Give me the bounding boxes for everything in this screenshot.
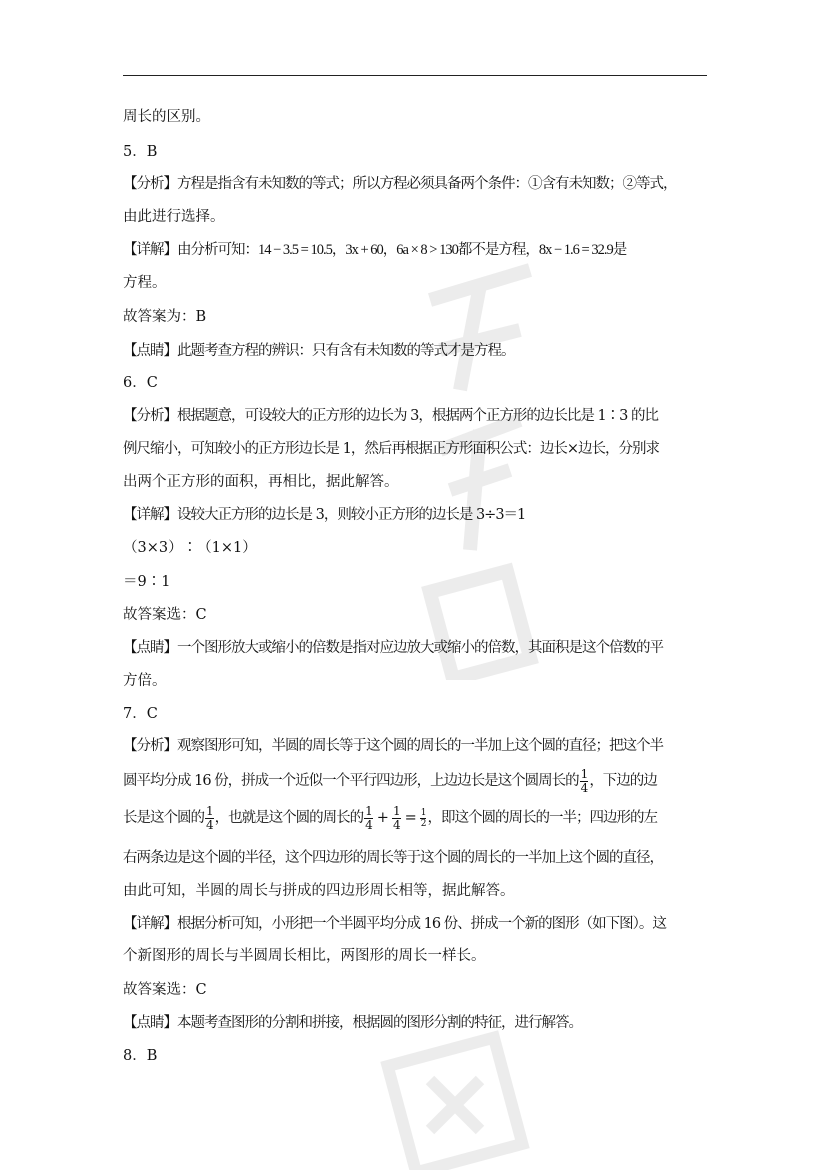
fraction — [392, 805, 401, 832]
inequality: 6a × 8 > 130 — [396, 242, 458, 258]
answer-number: 7．C — [123, 706, 158, 722]
denominator: 4 — [580, 780, 588, 795]
fraction — [420, 808, 427, 829]
text-segment: 都不是方程， — [457, 242, 539, 258]
analysis-line: 【分析】方程是指含有未知数的等式；所以方程必须具备两个条件：①含有未知数；②等式， — [123, 176, 677, 192]
answer-number: 8．B — [123, 1048, 158, 1064]
text-line: 方程。 — [123, 275, 167, 291]
text-segment: ，下边的边 — [589, 773, 657, 789]
text-line: 由此进行选择。 — [123, 209, 225, 225]
text-segment: 圆平均分成 16 份，拼成一个近似一个平行四边形，上边边长是这个圆周长的 — [123, 773, 579, 789]
answer-line: 故答案选：C — [123, 607, 207, 623]
header-rule — [123, 75, 707, 76]
text-segment: 长是这个圆的 — [123, 810, 204, 826]
text-segment: ，也就是这个圆的周长的 — [214, 810, 364, 826]
detail-line: 【详解】设较大正方形的边长是 3，则较小正方形的边长是 3÷3＝1 — [123, 507, 526, 523]
numerator: 1 — [392, 803, 400, 818]
expression: 3x + 60 — [345, 242, 383, 258]
numerator: 1 — [420, 807, 426, 818]
text-line — [123, 803, 657, 833]
answer-line: 故答案为：B — [123, 309, 207, 325]
analysis-line: 【分析】观察图形可知，半圆的周长等于这个圆的周长的一半加上这个圆的直径；把这个半 — [123, 738, 663, 754]
text-line: 出两个正方形的面积，再相比，据此解答。 — [123, 474, 399, 490]
fraction — [580, 768, 589, 795]
numerator: 1 — [206, 803, 213, 818]
plus-sign: + — [376, 810, 388, 826]
equals-sign: = — [404, 810, 416, 826]
comment-line: 【点睛】本题考查图形的分割和拼接，根据圆的图形分割的特征，进行解答。 — [123, 1015, 582, 1031]
math-line: （3×3）∶（1×1） — [123, 540, 257, 556]
numerator: 1 — [580, 766, 588, 781]
denominator: 4 — [392, 817, 400, 832]
comment-line: 【点睛】此题考查方程的辨识：只有含有未知数的等式才是方程。 — [123, 343, 515, 359]
equation: 8x − 1.6 = 32.9 — [538, 242, 613, 258]
denominator: 4 — [365, 817, 372, 832]
watermark-icon — [420, 260, 540, 680]
detail-line — [123, 240, 626, 260]
math-line: ＝9∶1 — [123, 574, 171, 590]
text-segment: 【详解】由分析可知： — [123, 242, 258, 258]
answer-number: 6．C — [123, 375, 158, 391]
denominator: 2 — [420, 818, 426, 829]
text-line — [123, 766, 657, 796]
watermark-icon — [380, 1030, 530, 1170]
text-line: 右两条边是这个圆的半径，这个四边形的周长等于这个圆的周长的一半加上这个圆的直径， — [123, 850, 663, 866]
numerator: 1 — [365, 803, 372, 818]
text-line: 由此可知，半圆的周长与拼成的四边形周长相等，据此解答。 — [123, 883, 515, 899]
analysis-line: 【分析】根据题意，可设较大的正方形的边长为 3，根据两个正方形的边长比是 1∶3 的比 — [123, 408, 658, 424]
fraction — [205, 805, 214, 832]
text-segment: ，即这个圆的周长的一半；四边形的左 — [427, 810, 657, 826]
text-segment: 是 — [612, 242, 627, 258]
text-segment: ， — [331, 242, 346, 258]
text-line: 个新图形的周长与半圆周长相比，两图形的周长一样长。 — [123, 948, 486, 964]
answer-number: 5．B — [123, 144, 158, 160]
detail-line: 【详解】根据分析可知，小形把一个半圆平均分成 16 份、拼成一个新的图形（如下图）。这 — [123, 916, 666, 932]
text-line: 例尺缩小，可知较小的正方形边长是 1，然后再根据正方形面积公式：边长×边长，分别求 — [123, 441, 659, 457]
answer-line: 故答案选：C — [123, 982, 207, 998]
text-segment: ， — [382, 242, 397, 258]
comment-line: 【点睛】一个图形放大或缩小的倍数是指对应边放大或缩小的倍数，其面积是这个倍数的平 — [123, 640, 663, 656]
equation: 14 − 3.5 = 10.5 — [258, 242, 332, 258]
fraction — [364, 805, 373, 832]
text-line: 方倍。 — [123, 673, 167, 689]
text-line: 周长的区别。 — [123, 109, 210, 125]
denominator: 4 — [206, 817, 213, 832]
